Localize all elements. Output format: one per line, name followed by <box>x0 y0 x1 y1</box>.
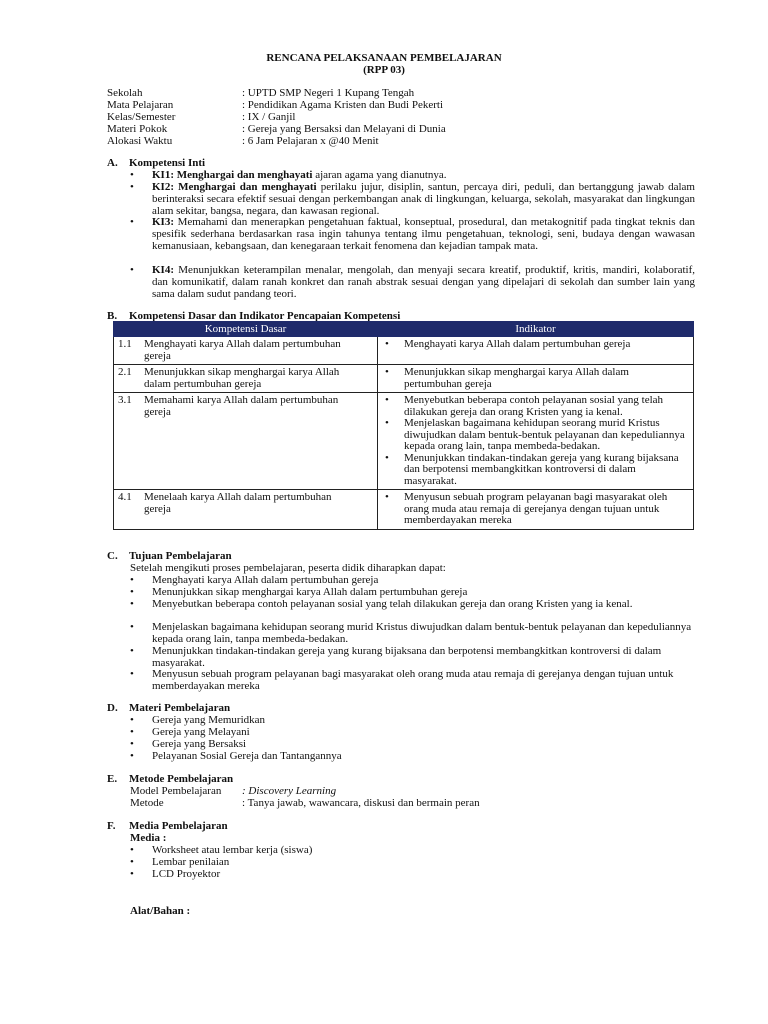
ki-key: KI3: <box>152 216 174 228</box>
bullet-icon: • <box>130 169 134 181</box>
media-label: Media : <box>130 832 167 844</box>
ki-item <box>130 169 695 181</box>
indikator-item <box>382 339 689 351</box>
identity-value: : UPTD SMP Negeri 1 Kupang Tengah <box>242 87 415 99</box>
indikator-item <box>382 453 689 488</box>
model-value: : Discovery Learning <box>242 785 337 797</box>
kd-number: 4.1 <box>118 491 132 503</box>
document-title: RENCANA PELAKSANAAN PEMBELAJARAN <box>266 52 502 64</box>
tujuan-text: Menunjukkan sikap menghargai karya Allah dalam pertumbuhan gereja <box>152 586 468 598</box>
kd-number: 2.1 <box>118 366 132 378</box>
ki-item <box>130 216 695 264</box>
ki-key: KI2: Menghargai dan menghayati <box>152 181 317 193</box>
bullet-icon: • <box>385 417 389 429</box>
tujuan-intro: Setelah mengikuti proses pembelajaran, peserta didik diharapkan dapat: <box>130 562 446 574</box>
table-header-kompetensi-dasar: Kompetensi Dasar <box>114 322 378 337</box>
indikator-item <box>382 367 689 390</box>
indikator-cell <box>378 490 694 530</box>
indikator-text: Menghayati karya Allah dalam pertumbuhan gereja <box>404 338 631 350</box>
bullet-icon: • <box>385 338 389 350</box>
section-heading-kompetensi-inti <box>107 157 205 169</box>
section-heading-tujuan <box>107 550 232 562</box>
indikator-item <box>382 395 689 418</box>
indikator-text: Menyebutkan beberapa contoh pelayanan sosial yang telah dilakukan gereja dan orang Kristen yang ia kenal. <box>404 394 664 418</box>
bullet-icon: • <box>130 216 134 228</box>
metode-value: : Tanya jawab, wawancara, diskusi dan bermain peran <box>242 797 480 809</box>
section-heading-metode <box>107 773 233 785</box>
bullet-icon: • <box>130 868 134 880</box>
section-heading-media <box>107 820 228 832</box>
bullet-icon: • <box>130 750 134 762</box>
kd-number: 3.1 <box>118 394 132 406</box>
media-text: Lembar penilaian <box>152 856 230 868</box>
materi-text: Gereja yang Bersaksi <box>152 738 247 750</box>
model-label: Model Pembelajaran <box>130 785 222 797</box>
kd-cell <box>114 490 378 530</box>
tujuan-text: Menyusun sebuah program pelayanan bagi masyarakat oleh orang muda atau remaja di gerejanya dengan tujuan untuk memberdayakan mereka <box>152 668 674 692</box>
identity-label: Mata Pelajaran <box>107 99 174 111</box>
bullet-icon: • <box>130 714 134 726</box>
section-title: Tujuan Pembelajaran <box>129 550 232 562</box>
bullet-icon: • <box>130 621 134 633</box>
media-text: LCD Proyektor <box>152 868 221 880</box>
media-text: Worksheet atau lembar kerja (siswa) <box>152 844 313 856</box>
kd-text: Menunjukkan sikap menghargai karya Allah dalam pertumbuhan gereja <box>144 366 340 390</box>
kd-indikator-table <box>113 321 694 530</box>
tujuan-text: Menyebutkan beberapa contoh pelayanan sosial yang telah dilakukan gereja dan orang Kristen yang ia kenal. <box>152 598 633 610</box>
section-letter: A. <box>107 157 118 169</box>
bullet-icon: • <box>130 844 134 856</box>
table-header-indikator: Indikator <box>378 322 694 337</box>
kd-cell <box>114 365 378 393</box>
section-title: Kompetensi Dasar dan Indikator Pencapaian Kompetensi <box>129 310 401 322</box>
bullet-icon: • <box>130 738 134 750</box>
ki-key: KI4: <box>152 264 174 276</box>
ki-key: KI1: Menghargai dan menghayati <box>152 169 313 181</box>
bullet-icon: • <box>130 264 134 276</box>
section-letter: C. <box>107 550 118 562</box>
indikator-cell <box>378 393 694 490</box>
identity-value: : Pendidikan Agama Kristen dan Budi Pekerti <box>242 99 444 111</box>
bullet-icon: • <box>385 366 389 378</box>
bullet-icon: • <box>130 726 134 738</box>
section-title: Materi Pembelajaran <box>129 702 231 714</box>
tujuan-text: Menunjukkan tindakan-tindakan gereja yang kurang bijaksana dan berpotensi membangkitkan kontroversi di dalam masyarakat. <box>152 645 662 669</box>
identity-row-alokasi-waktu <box>107 135 667 147</box>
ki-item <box>130 181 695 217</box>
bullet-icon: • <box>130 668 134 680</box>
indikator-text: Menunjukkan sikap menghargai karya Allah dalam pertumbuhan gereja <box>404 366 629 390</box>
identity-label: Sekolah <box>107 87 143 99</box>
tujuan-text: Menghayati karya Allah dalam pertumbuhan gereja <box>152 574 379 586</box>
bullet-icon: • <box>385 491 389 503</box>
section-letter: B. <box>107 310 118 322</box>
indikator-text: Menjelaskan bagaimana kehidupan seorang murid Kristus diwujudkan dalam bentuk-bentuk pelayanan dan kepeduliannya kepada orang lain, tanpa membeda-bedakan. <box>404 417 685 452</box>
identity-label: Kelas/Semester <box>107 111 176 123</box>
ki-text: Memahami dan menerapkan pengetahuan faktual, konseptual, prosedural, dan metakognitif pada tingkat teknis dan spesifik sederhana berdasarkan rasa ingin tahunya tentang ilmu pengetahuan, teknologi, seni, budaya dengan wawasan kemanusiaan, kebangsaan, dan kenegaraan terkait fenomena dan kejadian tampak mata. <box>152 216 695 252</box>
indikator-text: Menyusun sebuah program pelayanan bagi masyarakat oleh orang muda atau remaja di gerejanya dengan tujuan untuk memberdayakan mereka <box>404 491 668 526</box>
materi-text: Gereja yang Memuridkan <box>152 714 266 726</box>
ki-text: perilaku jujur, disiplin, santun, percaya diri, peduli, dan bertanggung jawab dalam berinteraksi secara efektif sesuai dengan perkembangan anak di lingkungan, keluarga, sekolah, masyarakat dan lingkungan alam sekitar, bangsa, negara, dan kawasan regional. <box>152 181 695 217</box>
identity-label: Materi Pokok <box>107 123 168 135</box>
bullet-icon: • <box>130 645 134 657</box>
indikator-cell <box>378 365 694 393</box>
kd-cell <box>114 393 378 490</box>
identity-value: : 6 Jam Pelajaran x @40 Menit <box>242 135 379 147</box>
indikator-item <box>382 492 689 527</box>
tujuan-text: Menjelaskan bagaimana kehidupan seorang murid Kristus diwujudkan dalam bentuk-bentuk pelayanan dan kepeduliannya kepada orang lain, tanpa membeda-bedakan. <box>152 621 692 645</box>
indikator-text: Menunjukkan tindakan-tindakan gereja yang kurang bijaksana dan berpotensi membangkitkan kontroversi di dalam masyarakat. <box>404 451 679 487</box>
section-title: Metode Pembelajaran <box>129 773 234 785</box>
bullet-icon: • <box>385 394 389 406</box>
section-letter: F. <box>107 820 116 832</box>
identity-row-mata-pelajaran <box>107 99 667 111</box>
bullet-icon: • <box>130 586 134 598</box>
bullet-icon: • <box>130 598 134 610</box>
ki-text: ajaran agama yang dianutnya. <box>312 169 447 181</box>
section-heading-materi <box>107 702 230 714</box>
bullet-icon: • <box>385 451 389 464</box>
kd-text: Memahami karya Allah dalam pertumbuhan gereja <box>144 394 339 418</box>
kd-cell <box>114 337 378 365</box>
section-letter: D. <box>107 702 118 714</box>
indikator-item <box>382 418 689 453</box>
kd-text: Menelaah karya Allah dalam pertumbuhan gereja <box>144 491 332 515</box>
identity-row-sekolah <box>107 87 667 99</box>
identity-label: Alokasi Waktu <box>107 135 173 147</box>
materi-text: Pelayanan Sosial Gereja dan Tantangannya <box>152 750 342 762</box>
metode-label: Metode <box>130 797 164 809</box>
table-row <box>114 337 694 365</box>
metode-row <box>130 797 480 809</box>
kd-number: 1.1 <box>118 338 132 350</box>
indikator-cell <box>378 337 694 365</box>
document-subtitle: (RPP 03) <box>363 64 405 76</box>
ki-text: Menunjukkan keterampilan menalar, mengolah, dan menyaji secara kreatif, produktif, kritis, mandiri, kolaboratif, dan komunikatif, dalam ranah konkret dan ranah abstrak sesuai dengan yang dipelajari di sekolah dan sumber lain yang sama dalam sudut pandang teori. <box>152 264 695 300</box>
kd-text: Menghayati karya Allah dalam pertumbuhan gereja <box>144 338 341 362</box>
alat-bahan-label: Alat/Bahan : <box>130 905 191 917</box>
identity-value: : Gereja yang Bersaksi dan Melayani di Dunia <box>242 123 446 135</box>
table-row <box>114 393 694 490</box>
bullet-icon: • <box>130 856 134 868</box>
section-title: Media Pembelajaran <box>129 820 228 832</box>
materi-text: Gereja yang Melayani <box>152 726 250 738</box>
bullet-icon: • <box>130 181 134 193</box>
table-row <box>114 365 694 393</box>
table-row <box>114 490 694 530</box>
bullet-icon: • <box>130 574 134 586</box>
identity-row-kelas-semester <box>107 111 667 123</box>
ki-item <box>130 264 695 300</box>
section-title: Kompetensi Inti <box>129 157 206 169</box>
model-pembelajaran-row <box>130 785 336 797</box>
identity-value: : IX / Ganjil <box>242 111 296 123</box>
section-letter: E. <box>107 773 118 785</box>
identity-row-materi-pokok <box>107 123 667 135</box>
